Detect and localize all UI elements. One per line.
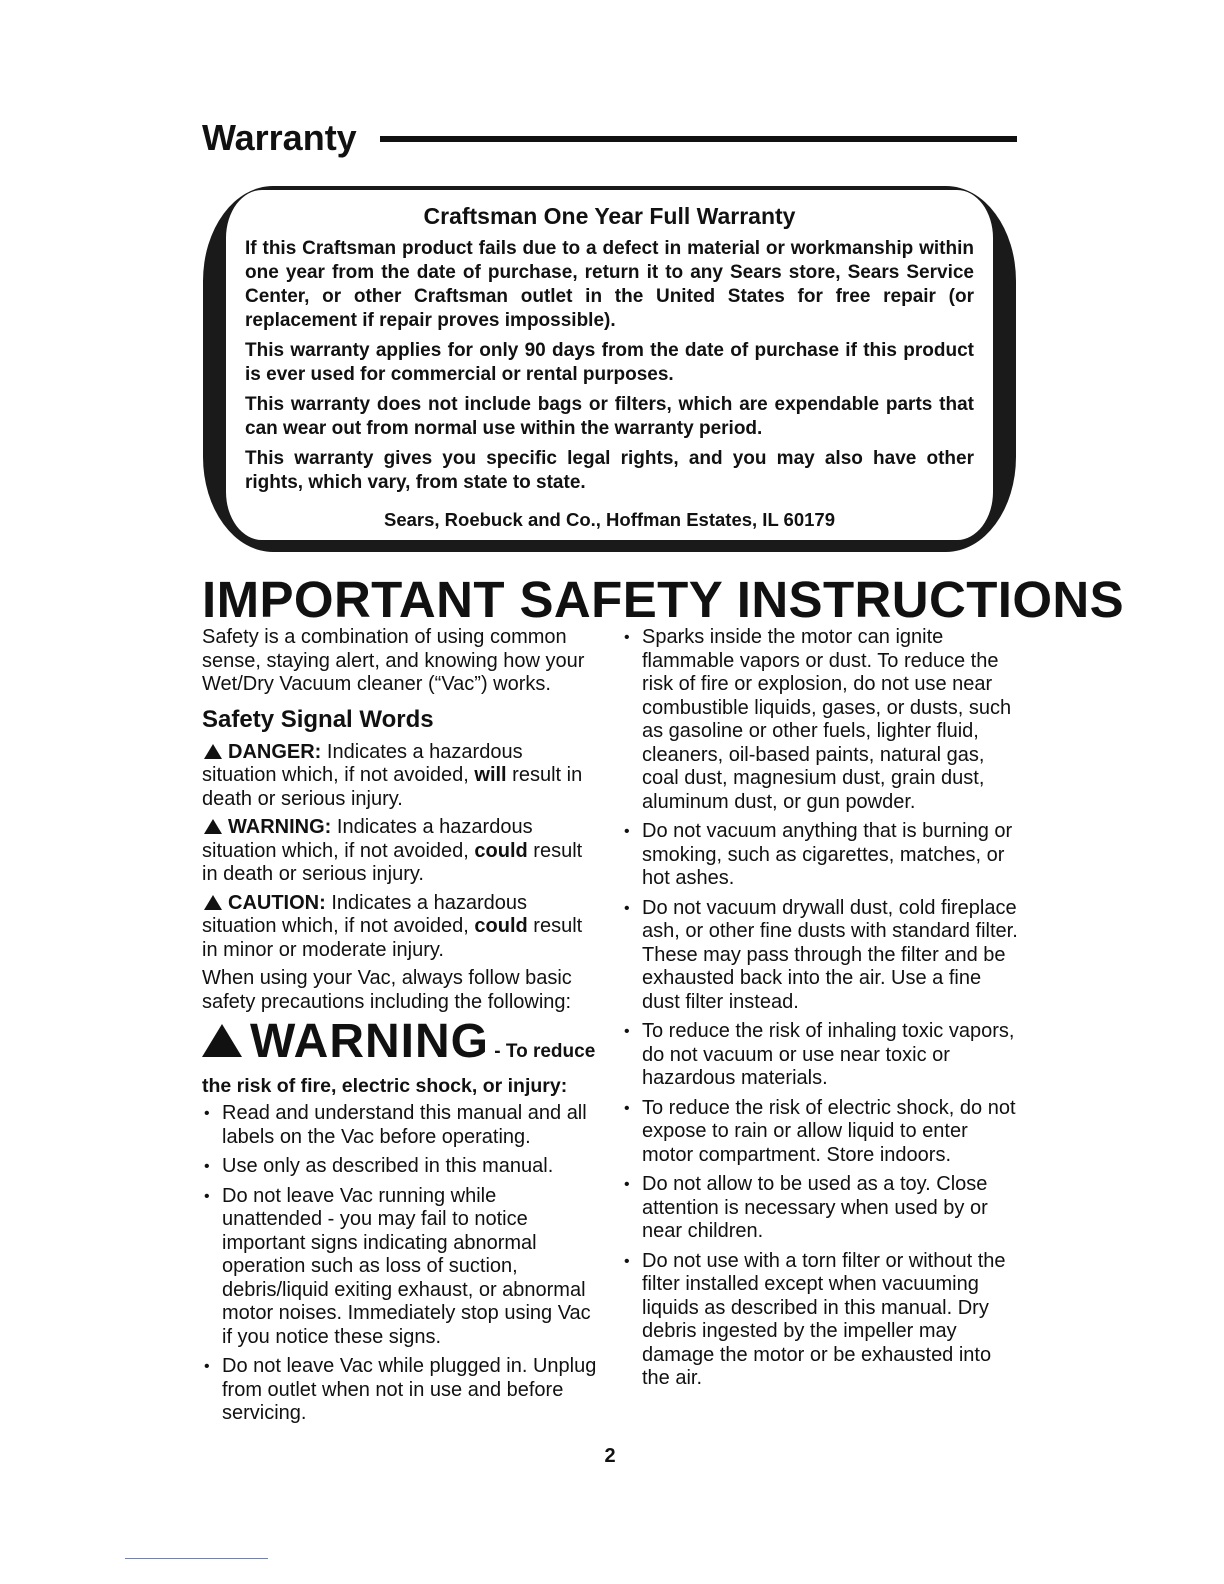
warranty-paragraph: This warranty gives you specific legal rights, and you may also have other rights, which vary, from state to state. xyxy=(245,448,974,493)
heading-rule xyxy=(380,136,1017,142)
signal-words-heading: Safety Signal Words xyxy=(202,705,434,733)
warning-text: Indicates a hazardous situation which, if not avoided, xyxy=(202,816,533,862)
danger-emphasis: will xyxy=(474,764,507,786)
caution-keyword: CAUTION: xyxy=(228,891,326,914)
warranty-address: Sears, Roebuck and Co., Hoffman Estates, IL 60179 xyxy=(383,509,835,530)
warning-banner-suffix: - To reduce xyxy=(488,1041,596,1062)
warning-banner-title: WARNING xyxy=(250,1015,489,1068)
caution-text: Indicates a hazardous situation which, if not avoided, xyxy=(202,891,528,937)
warranty-paragraph: If this Craftsman product fails due to a defect in material or workmanship within one year from the date of purchase, return it to any Sears store, Sears Service Center, or other Craftsman outlet in the United States for free repair (or replacement if repair proves impossible). xyxy=(245,238,974,331)
danger-text: Indicates a hazardous situation which, if not avoided, xyxy=(202,740,523,786)
caution-emphasis: could xyxy=(474,915,528,937)
list-item: • Do not leave Vac running while unattended - you may fail to notice important signs indicating abnormal operation such as loss of suction, debris/liquid exiting exhaust, or abnormal motor noises. Immediately stop using Vac if you notice these signs. xyxy=(202,1185,600,1350)
list-item: • Do not allow to be used as a toy. Close attention is necessary when used by or near children. xyxy=(622,1173,1020,1244)
footer-rule xyxy=(125,1558,268,1559)
list-item: • Do not leave Vac while plugged in. Unplug from outlet when not in use and before servicing. xyxy=(202,1355,600,1426)
warning-triangle-icon xyxy=(202,1024,242,1057)
caution-text-end: result in minor or moderate injury. xyxy=(202,915,583,961)
warranty-paragraph: This warranty applies for only 90 days from the date of purchase if this product is ever used for commercial or rental purposes. xyxy=(245,340,974,385)
danger-text-end: result in death or serious injury. xyxy=(202,764,583,810)
warning-triangle-icon xyxy=(204,744,222,759)
warning-banner xyxy=(202,1015,600,1074)
left-column xyxy=(202,626,600,1432)
list-item: • Read and understand this manual and all labels on the Vac before operating. xyxy=(202,1102,600,1149)
warning-text-end: result in death or serious injury. xyxy=(202,839,583,885)
danger-keyword: DANGER: xyxy=(228,740,322,763)
warning-triangle-icon xyxy=(204,895,222,910)
warranty-paragraph: This warranty does not include bags or filters, which are expendable parts that can wear out from normal use within the warranty period. xyxy=(245,394,974,439)
warranty-box-title: Craftsman One Year Full Warranty xyxy=(423,203,796,229)
left-bullet-list xyxy=(202,1102,600,1426)
page-number: 2 xyxy=(604,1445,616,1467)
right-bullet-list xyxy=(622,626,1020,1391)
list-item: • Use only as described in this manual. xyxy=(202,1155,600,1179)
caution-signal xyxy=(202,892,600,963)
safety-intro: Safety is a combination of using common sense, staying alert, and knowing how your Wet/Dry Vacuum cleaner (“Vac”) works. xyxy=(202,626,585,695)
warranty-heading: Warranty xyxy=(202,117,357,158)
safety-title: IMPORTANT SAFETY INSTRUCTIONS xyxy=(202,571,1125,628)
list-item: • Do not vacuum drywall dust, cold fireplace ash, or other fine dusts with standard filter. These may pass through the filter and be exhausted back into the air. Use a fine dust filter instead. xyxy=(622,897,1020,1015)
list-item: • Sparks inside the motor can ignite flammable vapors or dust. To reduce the risk of fire or explosion, do not use near combustible liquids, gases, or dusts, such as gasoline or other fuels, lighter fluid, cleaners, oil-based paints, natural gas, coal dust, magnesium dust, grain dust, aluminum dust, or gun powder. xyxy=(622,626,1020,814)
list-item: • To reduce the risk of inhaling toxic vapors, do not vacuum or use near toxic or hazardous materials. xyxy=(622,1020,1020,1091)
warning-triangle-icon xyxy=(204,819,222,834)
warning-keyword: WARNING: xyxy=(228,816,332,838)
list-item: • To reduce the risk of electric shock, do not expose to rain or allow liquid to enter motor compartment. Store indoors. xyxy=(622,1097,1020,1168)
warning-banner-subtitle: the risk of fire, electric shock, or injury: xyxy=(202,1075,568,1097)
warning-signal xyxy=(202,816,600,887)
list-item: • Do not vacuum anything that is burning or smoking, such as cigarettes, matches, or hot ashes. xyxy=(622,820,1020,891)
list-item: • Do not use with a torn filter or without the filter installed except when vacuuming liquids as described in this manual. Dry debris ingested by the impeller may damage the motor or be exhausted into the air. xyxy=(622,1250,1020,1391)
right-column xyxy=(622,626,1020,1397)
warning-emphasis: could xyxy=(474,839,528,862)
follow-precautions-text: When using your Vac, always follow basic safety precautions including the following: xyxy=(202,967,572,1013)
danger-signal xyxy=(202,741,600,812)
